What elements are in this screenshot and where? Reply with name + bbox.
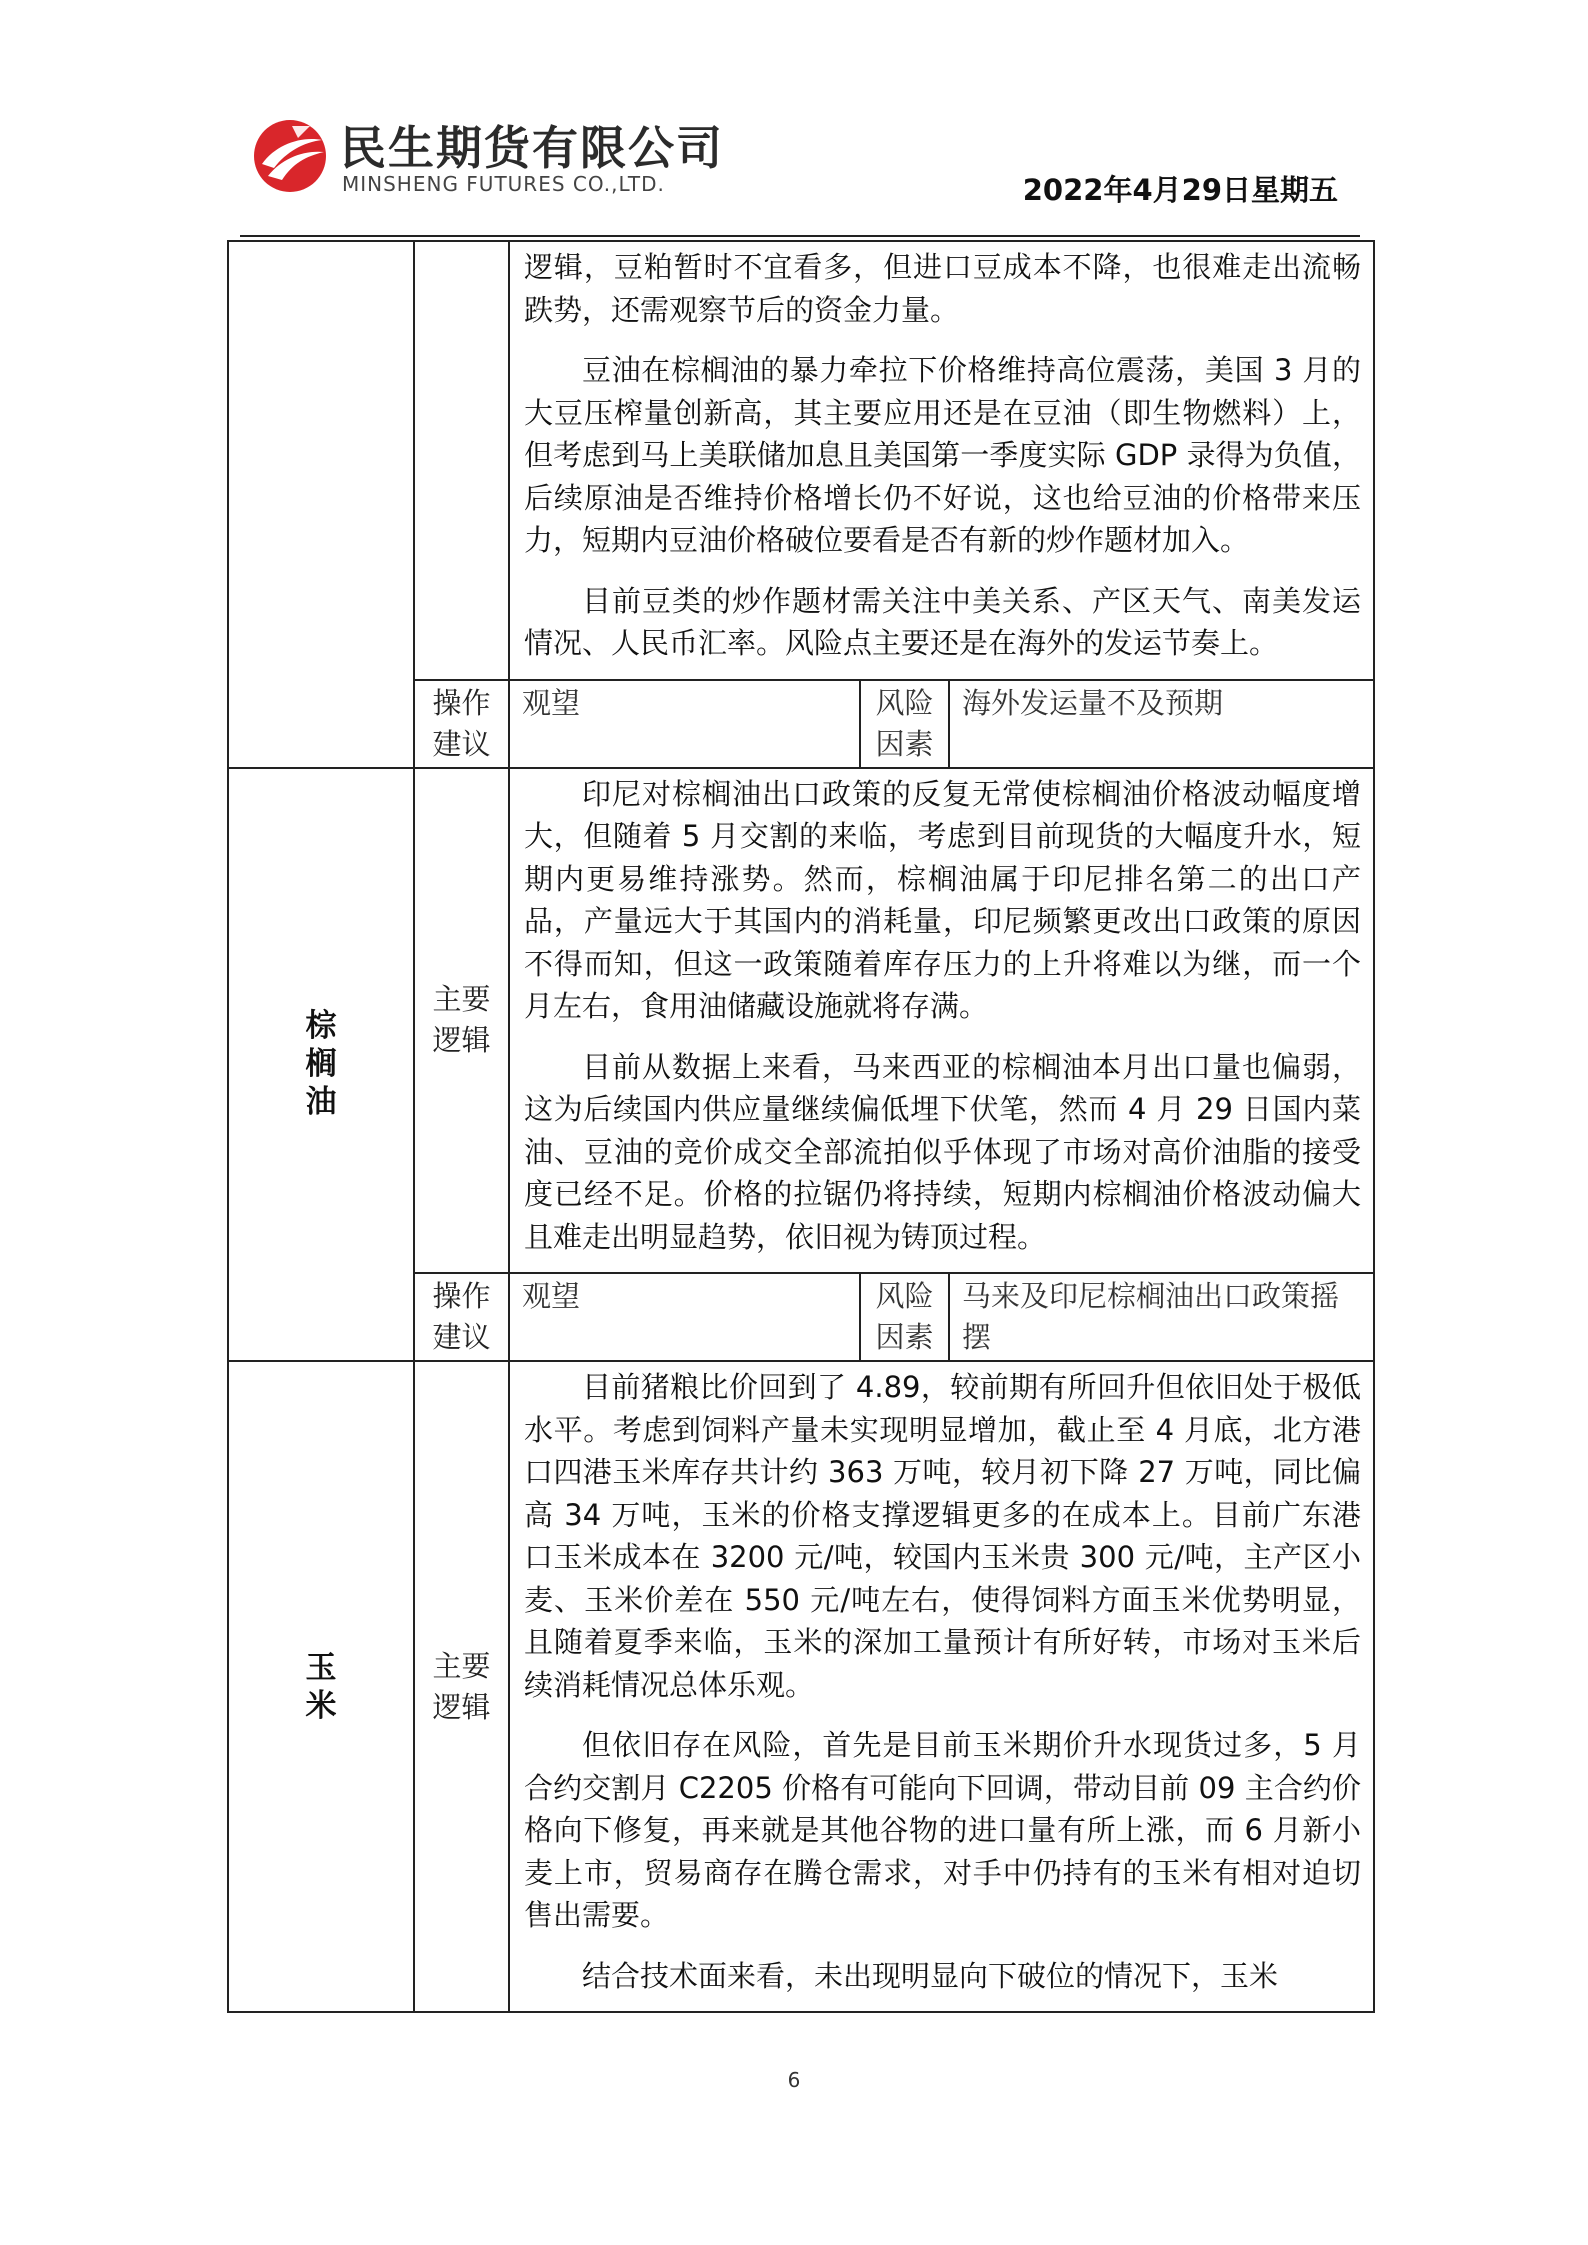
company-name-cn: 民生期货有限公司 (340, 121, 724, 175)
logic-text-cell (509, 768, 1374, 1274)
category-cell (228, 768, 414, 1362)
logic-label-cell (414, 241, 509, 680)
operation-value: 观望 (522, 1279, 581, 1313)
logic-paragraph: 逻辑，豆粕暂时不宜看多，但进口豆成本不降，也很难走出流畅跌势，还需观察节后的资金力量。 (524, 250, 1361, 327)
logic-label: 主要逻辑 (414, 768, 509, 1274)
minsheng-logo-icon (252, 118, 328, 194)
table-row (228, 768, 1374, 1274)
operation-risk-cell (509, 680, 1374, 768)
category-label: 玉米 (305, 1649, 337, 1724)
logic-paragraph: 目前猪粮比价回到了 4.89，较前期有所回升但依旧处于极低水平。考虑到饲料产量未实现明显增加，截止至 4 月底，北方港口四港玉米库存共计约 363 万吨，较月初下降 27 万吨，同比偏高 34 万吨，玉米的价格支撑逻辑更多的在成本上。目前广东港口玉米成本在 3200 元/吨，较国内玉米贵 300 元/吨，主产区小麦、玉米价差在 550 元/吨左右，使得饲料方面玉米优势明显，且随着夏季来临，玉米的深加工量预计有所好转，市场对玉米后续消耗情况总体乐观。 (524, 1370, 1361, 1702)
analysis-table (227, 240, 1375, 2013)
company-name-en: MINSHENG FUTURES CO.,LTD. (342, 172, 665, 196)
risk-label: 风险因素 (860, 1274, 949, 1360)
header-divider (240, 235, 1360, 237)
logic-paragraph: 豆油在棕榈油的暴力牵拉下价格维持高位震荡，美国 3 月的大豆压榨量创新高，其主要应用还是在豆油（即生物燃料）上，但考虑到马上美联储加息且美国第一季度实际 GDP 录得为负值，后续原油是否维持价格增长仍不好说，这也给豆油的价格带来压力，短期内豆油价格破位要看是否有新的炒作题材加入。 (524, 353, 1361, 557)
table-row (228, 1361, 1374, 2012)
risk-label: 风险因素 (860, 681, 949, 767)
category-cell (228, 241, 414, 768)
logic-text-cell (509, 1361, 1374, 2012)
operation-risk-cell (509, 1273, 1374, 1361)
operation-label: 操作建议 (414, 1273, 509, 1361)
operation-label: 操作建议 (414, 680, 509, 768)
company-logo (252, 110, 722, 200)
logic-paragraph: 印尼对棕榈油出口政策的反复无常使棕榈油价格波动幅度增大，但随着 5 月交割的来临，考虑到目前现货的大幅度升水，短期内更易维持涨势。然而，棕榈油属于印尼排名第二的出口产品，产量远大于其国内的消耗量，印尼频繁更改出口政策的原因不得而知，但这一政策随着库存压力的上升将难以为继，而一个月左右，食用油储藏设施就将存满。 (524, 776, 1361, 1023)
logic-label: 主要逻辑 (414, 1361, 509, 2012)
page-number: 6 (787, 2068, 801, 2092)
logic-text-cell (509, 241, 1374, 680)
logic-paragraph: 目前从数据上来看，马来西亚的棕榈油本月出口量也偏弱，这为后续国内供应量继续偏低埋下伏笔，然而 4 月 29 日国内菜油、豆油的竞价成交全部流拍似乎体现了市场对高价油脂的接受度已经不足。价格的拉锯仍将持续，短期内棕榈油价格波动偏大且难走出明显趋势，依旧视为铸顶过程。 (524, 1049, 1361, 1254)
category-cell (228, 1361, 414, 2012)
table-row (228, 241, 1374, 680)
logic-paragraph: 目前豆类的炒作题材需关注中美关系、产区天气、南美发运情况、人民币汇率。风险点主要还是在海外的发运节奏上。 (524, 583, 1361, 660)
report-date: 2022年4月29日星期五 (1022, 173, 1338, 207)
logic-paragraph: 但依旧存在风险，首先是目前玉米期价升水现货过多，5 月合约交割月 C2205 价格有可能向下回调，带动目前 09 主合约价格向下修复，再来就是其他谷物的进口量有所上涨，而 6 月新小麦上市，贸易商存在腾仓需求，对手中仍持有的玉米有相对迫切售出需要。 (524, 1728, 1361, 1932)
risk-value: 马来及印尼棕榈油出口政策摇摆 (962, 1279, 1340, 1354)
risk-value: 海外发运量不及预期 (962, 685, 1224, 720)
category-label: 棕榈油 (305, 1008, 337, 1121)
operation-value: 观望 (522, 685, 581, 720)
logic-paragraph: 结合技术面来看，未出现明显向下破位的情况下，玉米 (582, 1958, 1279, 1993)
